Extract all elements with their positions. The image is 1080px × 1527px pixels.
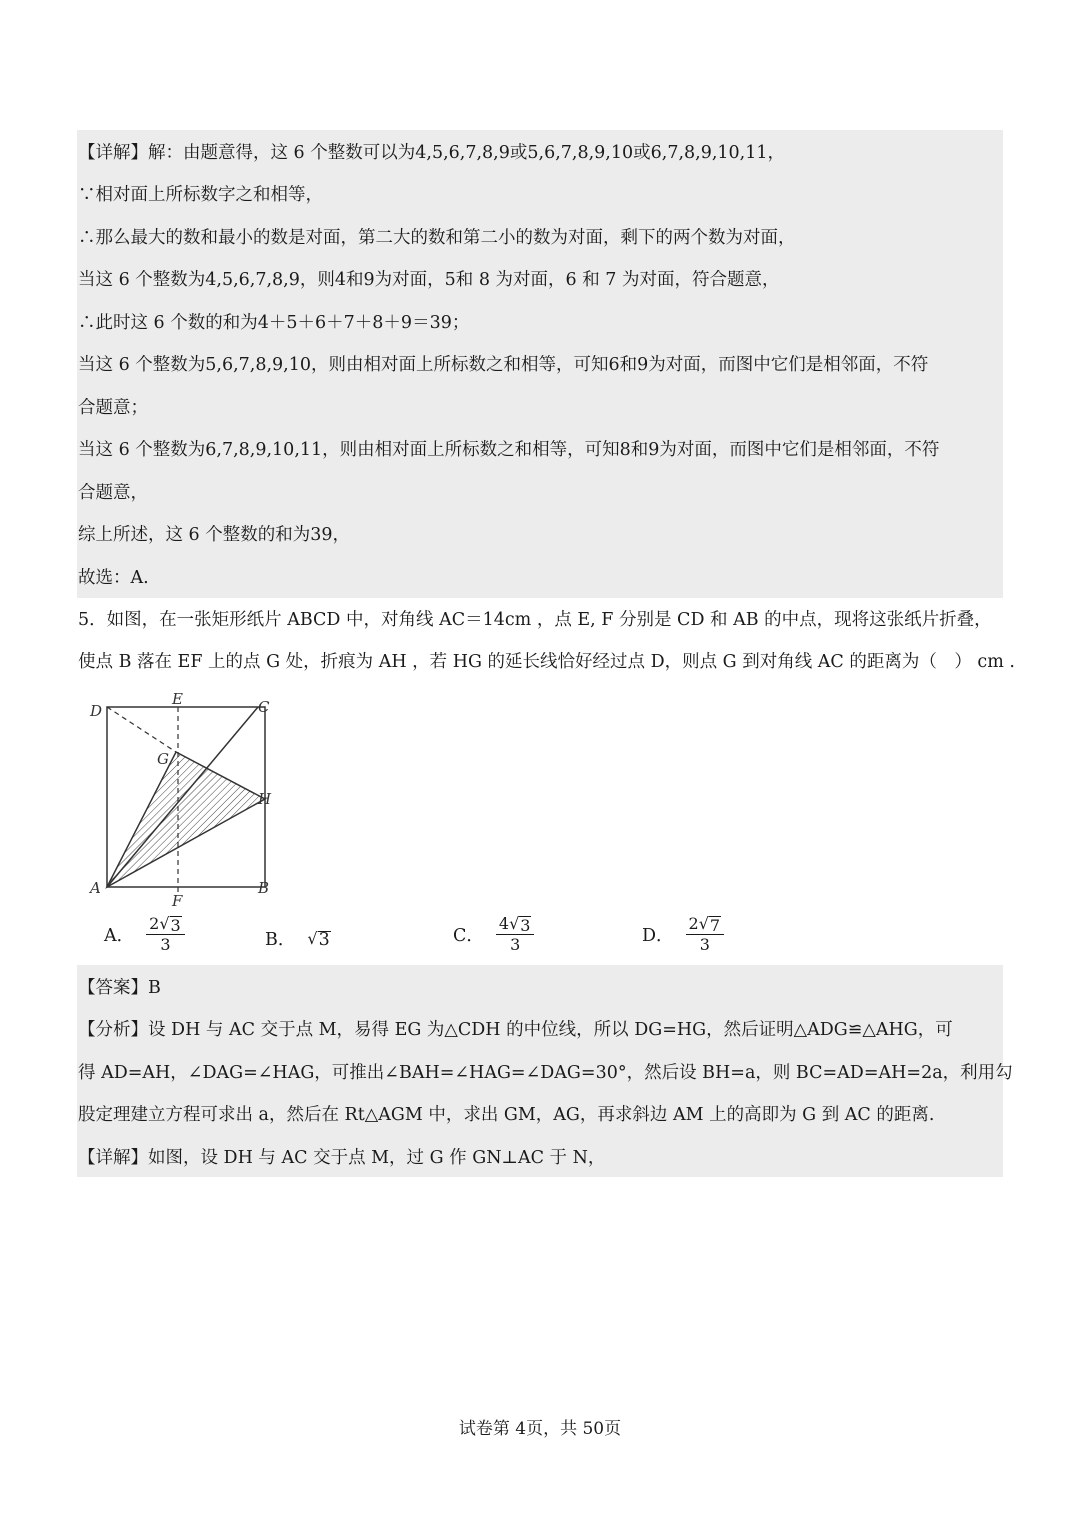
detail-line: ∵相对面上所标数字之和相等， xyxy=(78,185,323,205)
label-f: F xyxy=(172,892,183,908)
line-dg xyxy=(107,707,176,752)
detail-line: 当这 6 个整数为5,6,7,8,9,10，则由相对面上所标数之和相等，可知6和9为对面，而图中它们是相邻面，不符 xyxy=(78,355,929,375)
label-b: B xyxy=(258,879,270,897)
geometry-figure xyxy=(82,690,282,908)
fraction: 2 √ 7 3 xyxy=(686,914,725,955)
detail-line: ∴那么最大的数和最小的数是对面，第二大的数和第二小的数为对面，剩下的两个数为对面， xyxy=(78,228,796,248)
label-d: D xyxy=(90,702,103,720)
label-a: A xyxy=(90,879,101,897)
detail-line: 当这 6 个整数为6,7,8,9,10,11，则由相对面上所标数之和相等，可知8和9为对面，而图中它们是相邻面，不符 xyxy=(78,440,940,460)
label-e: E xyxy=(172,690,183,708)
analysis-line: 得 AD=AH，∠DAG=∠HAG，可推出∠BAH=∠HAG=∠DAG=30°，然后设 BH=a，则 BC=AD=AH=2a，利用勾 xyxy=(78,1063,1013,1083)
option-c[interactable] xyxy=(453,914,534,955)
detail-line: 合题意， xyxy=(78,483,148,503)
label-g: G xyxy=(157,750,169,768)
question-text: 5．如图，在一张矩形纸片 ABCD 中，对角线 AC＝14cm ，点 E, F 分别是 CD 和 AB 的中点，现将这张纸片折叠， xyxy=(78,610,992,630)
analysis-line: 【分析】设 DH 与 AC 交于点 M，易得 EG 为△CDH 的中位线，所以 DG=HG，然后证明△ADG≌△AHG，可 xyxy=(78,1020,953,1040)
analysis-line: 股定理建立方程可求出 a，然后在 Rt△AGM 中，求出 GM，AG，再求斜边 AM 上的高即为 G 到 AC 的距离. xyxy=(78,1105,935,1125)
label-h: H xyxy=(258,790,272,808)
option-b[interactable] xyxy=(265,926,331,951)
detail-line: 综上所述，这 6 个整数的和为39， xyxy=(78,525,351,545)
page-footer: 试卷第 4页，共 50页 xyxy=(458,1419,622,1439)
option-label: A． xyxy=(104,926,135,946)
option-label: B． xyxy=(265,930,296,950)
detail-line: ∴此时这 6 个数的和为4＋5＋6＋7＋8＋9＝39； xyxy=(78,313,470,333)
question-text: 使点 B 落在 EF 上的点 G 处，折痕为 AH ，若 HG 的延长线恰好经过点 D，则点 G 到对角线 AC 的距离为（ ） cm . xyxy=(78,652,1015,672)
option-label: C． xyxy=(453,926,484,946)
answer-line: 【答案】B xyxy=(78,978,161,998)
option-d[interactable] xyxy=(642,914,724,955)
fraction: 2 √ 3 3 xyxy=(146,914,185,955)
detail-line: 【详解】解：由题意得，这 6 个整数可以为4,5,6,7,8,9或5,6,7,8,9,10或6,7,8,9,10,11， xyxy=(78,143,786,163)
radical: √ 3 xyxy=(307,928,330,950)
detail-line: 合题意； xyxy=(78,398,148,418)
fraction: 4 √ 3 3 xyxy=(496,914,535,955)
shaded-triangle-agh xyxy=(107,752,265,887)
option-label: D． xyxy=(642,926,674,946)
detail-line: 故选：A. xyxy=(78,568,149,588)
option-a[interactable] xyxy=(104,914,185,955)
label-c: C xyxy=(258,698,270,716)
detail-line: 当这 6 个整数为4,5,6,7,8,9，则4和9为对面，5和 8 为对面，6 和 7 为对面，符合题意， xyxy=(78,270,780,290)
detail-line: 【详解】如图，设 DH 与 AC 交于点 M，过 G 作 GN⊥AC 于 N， xyxy=(78,1148,606,1168)
